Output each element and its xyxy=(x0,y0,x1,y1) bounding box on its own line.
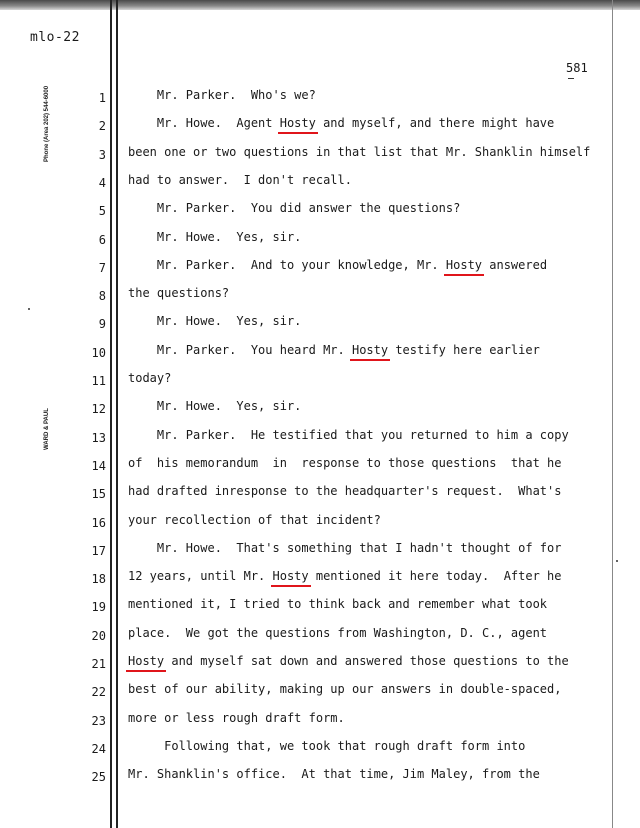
line-number: 19 xyxy=(91,600,106,614)
firm-margin-text: WARD & PAUL xyxy=(44,408,50,450)
line-number: 22 xyxy=(91,685,106,699)
highlighted-name: Hosty xyxy=(445,258,483,272)
transcript-line: Mr. Parker. Who's we? xyxy=(128,88,316,102)
transcript-line: Mr. Howe. Yes, sir. xyxy=(128,230,302,244)
transcript-line: more or less rough draft form. xyxy=(128,711,345,725)
line-number: 15 xyxy=(91,487,106,501)
highlighted-name: Hosty xyxy=(351,343,389,357)
line-number: 9 xyxy=(98,317,106,331)
transcript-line: had to answer. I don't recall. xyxy=(128,173,352,187)
transcript-line: 12 years, until Mr. Hosty mentioned it here today. After he xyxy=(128,569,562,583)
transcript-line: Mr. Howe. Yes, sir. xyxy=(128,399,302,413)
line-number: 10 xyxy=(91,346,106,360)
scan-top-band xyxy=(0,0,640,10)
right-margin-rule xyxy=(612,0,613,828)
line-number: 24 xyxy=(91,742,106,756)
transcript-line: Mr. Howe. Yes, sir. xyxy=(128,314,302,328)
line-number: 3 xyxy=(98,148,106,162)
transcript-line: Mr. Parker. You heard Mr. Hosty testify here earlier xyxy=(128,343,540,357)
scan-speck xyxy=(28,308,30,310)
margin-rule-right xyxy=(116,0,118,828)
scan-speck xyxy=(616,560,618,562)
transcript-line: Mr. Howe. Agent Hosty and myself, and there might have xyxy=(128,116,555,130)
line-number: 7 xyxy=(98,261,106,275)
line-number: 8 xyxy=(98,289,106,303)
transcript-line: Mr. Shanklin's office. At that time, Jim Maley, from the xyxy=(128,767,540,781)
line-number: 6 xyxy=(98,233,106,247)
line-number: 13 xyxy=(91,431,106,445)
page-number-tick xyxy=(568,78,574,79)
transcript-line: today? xyxy=(128,371,172,385)
transcript-line: Mr. Parker. And to your knowledge, Mr. Hosty answered xyxy=(128,258,548,272)
line-number: 4 xyxy=(98,176,106,190)
highlighted-name: Hosty xyxy=(128,654,165,668)
line-number: 1 xyxy=(98,91,106,105)
line-number: 14 xyxy=(91,459,106,473)
line-number: 2 xyxy=(98,119,106,133)
line-number: 12 xyxy=(91,402,106,416)
line-number: 25 xyxy=(91,770,106,784)
transcript-line: the questions? xyxy=(128,286,230,300)
transcript-line: Following that, we took that rough draft form into xyxy=(128,739,526,753)
highlighted-name: Hosty xyxy=(279,116,316,130)
transcript-line: Mr. Howe. That's something that I hadn't thought of for xyxy=(128,541,562,555)
highlighted-name: Hosty xyxy=(272,569,309,583)
transcript-line: Hosty and myself sat down and answered those questions to the xyxy=(128,654,569,668)
transcript-line: been one or two questions in that list that Mr. Shanklin himself xyxy=(128,145,591,159)
transcript-line: best of our ability, making up our answers in double-spaced, xyxy=(128,682,562,696)
transcript-line: mentioned it, I tried to think back and remember what took xyxy=(128,597,548,611)
line-number: 17 xyxy=(91,544,106,558)
transcript-line: place. We got the questions from Washington, D. C., agent xyxy=(128,626,548,640)
transcript-line: Mr. Parker. You did answer the questions? xyxy=(128,201,461,215)
margin-rule-left xyxy=(110,0,112,828)
line-number: 16 xyxy=(91,516,106,530)
transcript-line: Mr. Parker. He testified that you returned to him a copy xyxy=(128,428,569,442)
line-number: 20 xyxy=(91,629,106,643)
page-number: 581 xyxy=(566,61,588,75)
line-number: 11 xyxy=(91,374,106,388)
document-code: mlo-22 xyxy=(30,30,80,45)
line-number: 23 xyxy=(91,714,106,728)
line-number: 18 xyxy=(91,572,106,586)
transcript-line: of his memorandum in response to those questions that he xyxy=(128,456,562,470)
transcript-line: your recollection of that incident? xyxy=(128,513,381,527)
transcript-line: had drafted inresponse to the headquarter's request. What's xyxy=(128,484,562,498)
line-number: 5 xyxy=(98,204,106,218)
phone-margin-text: Phone (Area 202) 544-6000 xyxy=(44,85,50,162)
line-number: 21 xyxy=(91,657,106,671)
